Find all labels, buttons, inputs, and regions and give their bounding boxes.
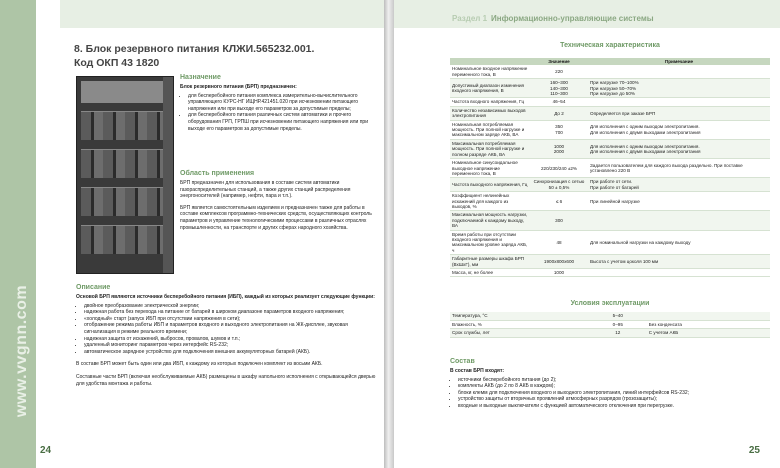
list-item: • «холодный» старт (запуск ИБП при отсутствии напряжения в сети); [84,316,376,323]
composition-intro: В состав БРП входят: [450,368,505,374]
table-cell-value: 0–95 [589,320,647,329]
table-cell-value: 12 [589,329,647,338]
table-cell-note: Задается пользователем для каждого выхода раздельно. При поставке установлено 220 В [588,159,770,178]
table-row [450,320,770,329]
table-cell-note: С учетом АКБ [647,329,770,338]
table-cell-value: 220 [530,65,588,78]
product-photo [76,76,174,274]
table-cell-note: Для номинальной нагрузки на каждому выходу [588,230,770,255]
title-line-2: Код ОКП 43 1820 [74,57,160,69]
table-row [450,106,770,120]
scope-text-1: БРП предназначен для использования в составе систем автоматики газораспределительных станций, а также других станций распределения энергоносителей (например, нефти, пара и т.п.). [180,180,351,200]
table-row [450,269,770,277]
table-cell-value: ≤ 6 [530,192,588,211]
table-cell-note: Для исполнения с одним выходом электропитания. Для исполнения с двумя выходами электропитания [588,139,770,158]
table-cell-note [647,312,770,320]
column-header: Примечание [588,58,770,65]
purpose-block [180,84,376,132]
table-cell-value: 1000 [530,269,588,277]
purpose-heading: Назначение [180,74,221,81]
list-item: • для бесперебойного питания комплекса измерительно-вычислительного управляющего КУРС-НГ ИЩНР.421451.020 при исчезновении питающего напряжения или при выходе его параметров за допустимые пределы; [188,93,376,113]
column-header [450,58,530,65]
list-item: • входные и выходные выключатели с функцией автоматического отключения при перегрузке. [458,403,770,410]
table-cell-value: 5–40 [589,312,647,320]
table-row [450,255,770,269]
list-item: • устройство защиты от вторичных проявлений атмосферных разрядов (грозозащиты); [458,396,770,403]
table-row [450,178,770,192]
table-cell-value: 1900х800х600 [530,255,588,269]
description-heading: Описание [76,284,111,291]
purpose-list [180,93,376,133]
table-row [450,120,770,139]
list-item: • комплекты АКБ (до 2 по 8 АКБ в каждом); [458,383,770,390]
table-cell-name: Максимальная потребляемая мощность. При полной нагрузке и полном разряде АКБ, ВА [450,139,530,158]
table-cell-note [588,269,770,277]
table-cell-name: Время работы при отсутствии входного напряжения и максимальном уровне заряда АКБ, ч [450,230,530,255]
page-number-right: 25 [748,445,760,456]
table-cell-name: Номинальное входное напряжение переменного тока, В [450,65,530,78]
list-item: • отображение режима работы ИБП и параметров входного и выходного электропитания на ЖК-дисплее, звуковая сигнализация в режиме реального времени; [84,322,376,335]
spec-title: Техническая характеристика [560,42,660,49]
table-cell-note: При нагрузке 70–100% При нагрузке 50–70% При нагрузке до 50% [588,79,770,98]
chapter-title: Информационно-управляющие системы [491,14,654,23]
section-title [74,42,374,70]
chapter-header [452,14,654,23]
column-header: Значение [530,58,588,65]
purpose-text: Блок резервного питания (БРП) предназначен: [180,84,297,90]
table-row [450,211,770,230]
spec-table-body [450,65,770,277]
scope-text-2: БРП является самостоятельным изделием и предназначен также для работы в составе комплексов программно-технических средств, осуществляющих контроль параметров и управление технологическими процессами в различных отраслях промышленности, на транспорте и других сферах народного хозяйства. [180,204,372,231]
side-url: www.vvgnn.com [13,284,30,418]
composition-list [450,377,770,410]
table-row [450,329,770,338]
ops-title: Условия эксплуатации [570,300,650,307]
description-intro: Основой БРП являются источники бесперебойного питания (ИБП), каждый из которых реализует следующие функции: [76,294,375,300]
table-cell-note: При работе от сети. При работе от батарей [588,178,770,192]
table-cell-value: 48 [530,230,588,255]
table-cell-name: Габаритные размеры шкафа БРП (ВхШхГ), мм [450,255,530,269]
page-number-left: 24 [40,445,52,456]
table-cell-note [588,98,770,106]
description-text-3: Составные части БРП (включая необслуживаемые АКБ) размещены в шкафу напольного исполнения с открывающейся дверью для удобства монтажа и работы. [76,373,376,387]
list-item: • автоматическое зарядное устройство для подключения внешних аккумуляторных батарей (АКБ). [84,349,376,356]
table-row [450,230,770,255]
table-cell-value: 160–300 140–300 110–300 [530,79,588,98]
table-cell-name: Влажность, % [450,320,589,329]
table-cell-note [588,65,770,78]
list-item: • надежная работа без перехода на питание от батарей в широком диапазоне параметров входного напряжения; [84,309,376,316]
table-cell-value: 300 [530,211,588,230]
table-cell-note [588,211,770,230]
table-cell-name: Максимальная мощность нагрузки, подключаемой к каждому выходу, ВА [450,211,530,230]
table-cell-name: Номинальная потребляемая мощность. При полной нагрузке и максимальном заряде АКБ, ВА [450,120,530,139]
table-cell-value: Синхронизация с сетью 50 ± 0,5% [530,178,588,192]
table-cell-value: 46–54 [530,98,588,106]
left-page [0,0,384,468]
table-cell-note: Высота с учетом цоколя 100 мм [588,255,770,269]
list-item: • удаленный мониторинг параметров через интерфейс RS-232; [84,342,376,349]
table-row [450,65,770,78]
list-item: • источники бесперебойного питания (до 2); [458,377,770,384]
table-cell-name: Коэффициент нелинейных искажений для каждого из выходов, % [450,192,530,211]
list-item: • надежная защита от искажений, выбросов, провалов, шумов и т.п.; [84,336,376,343]
description-block [76,294,376,389]
table-cell-value: 1000 2000 [530,139,588,158]
header-band [60,0,384,28]
title-line-1: 8. Блок резервного питания КЛЖИ.565232.001. [74,43,315,55]
table-cell-note: Без конденсата [647,320,770,329]
table-row [450,98,770,106]
composition-heading: Состав [450,358,475,365]
table-cell-value: До 2 [530,106,588,120]
list-item: • двойное преобразование электрической энергии; [84,303,376,310]
side-band [0,0,36,468]
table-row [450,192,770,211]
ops-table [450,312,770,338]
table-cell-note: Определяется при заказе БРП [588,106,770,120]
description-list [76,303,376,356]
book-gutter [384,0,394,468]
table-cell-name: Масса, кг, не более [450,269,530,277]
spec-table [450,58,770,277]
table-cell-name: Частота входного напряжения, Гц [450,98,530,106]
table-cell-note: Для исполнения с одним выходом электропитания. Для исполнения с двумя выходами электропитания [588,120,770,139]
table-cell-name: Частота выходного напряжения, Гц [450,178,530,192]
table-cell-value: 220/230/240 ±2% [530,159,588,178]
list-item: • для бесперебойного питания различных систем автоматики и прочего оборудования ГРП, ГРПШ при исчезновении питающего напряжения или при выходе его параметров за допустимые пределы. [188,112,376,132]
table-cell-name: Срок службы, лет [450,329,589,338]
table-cell-note: При линейной нагрузке [588,192,770,211]
right-page [394,0,780,468]
table-row [450,139,770,158]
ops-table-body [450,312,770,337]
table-cell-name: Номинальное синусоидальное выходное напряжение переменного тока, В [450,159,530,178]
table-cell-name: Количество независимых выходов электропитания [450,106,530,120]
scope-block [180,180,376,233]
table-cell-value: 350 700 [530,120,588,139]
table-row [450,312,770,320]
chapter-label: Раздел 1 [452,14,488,23]
table-cell-name: Температура, °С [450,312,589,320]
composition-block [450,368,770,410]
table-header-row [450,58,770,65]
table-row [450,79,770,98]
scope-heading: Область применения [180,170,255,177]
table-cell-name: Допустимый диапазон изменения входного напряжения, В [450,79,530,98]
description-text-2: В составе БРП может быть один или два ИБП, к каждому из которых подключен комплект из восьми АКБ. [76,361,323,368]
list-item: • блоки клемм для подключения входного и выходного электропитания, линий интерфейсов RS-232; [458,390,770,397]
table-row [450,159,770,178]
